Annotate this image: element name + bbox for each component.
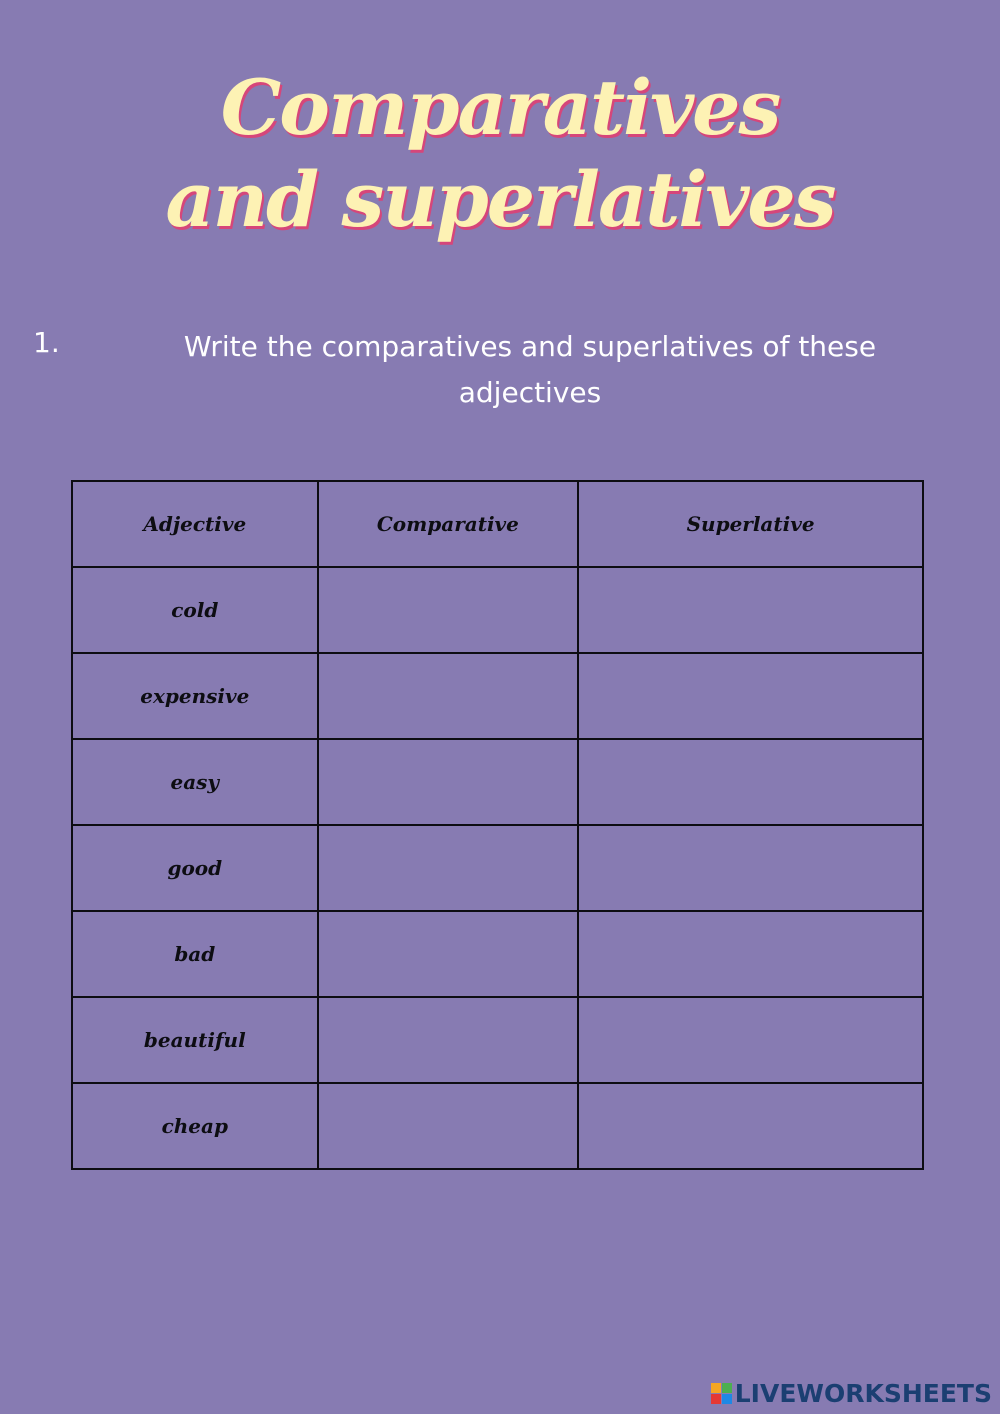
comparative-answer-cell[interactable] (318, 997, 579, 1083)
header-adjective: Adjective (72, 481, 318, 567)
comparative-answer-cell[interactable] (318, 567, 579, 653)
page-title-line-2: and superlatives (165, 155, 835, 244)
adjective-cell: good (72, 825, 318, 911)
table-header-row (72, 481, 923, 567)
logo-square-red (711, 1394, 721, 1404)
table-row (72, 739, 923, 825)
superlative-answer-cell[interactable] (578, 567, 923, 653)
header-superlative: Superlative (578, 481, 923, 567)
liveworksheets-logo (711, 1378, 992, 1408)
header-comparative: Comparative (318, 481, 579, 567)
instruction-number: 1. (33, 326, 60, 359)
comparative-answer-cell[interactable] (318, 911, 579, 997)
comparative-answer-cell[interactable] (318, 1083, 579, 1169)
adjective-cell: expensive (72, 653, 318, 739)
instruction-text: Write the comparatives and superlatives of these adjectives (183, 330, 877, 409)
page-title (0, 62, 1000, 246)
table-row (72, 567, 923, 653)
page-title-line-1: Comparatives (220, 63, 780, 152)
adjective-cell: cold (72, 567, 318, 653)
comparative-answer-cell[interactable] (318, 825, 579, 911)
table-row (72, 653, 923, 739)
adjective-cell: beautiful (72, 997, 318, 1083)
superlative-answer-cell[interactable] (578, 739, 923, 825)
adjective-cell: easy (72, 739, 318, 825)
superlative-answer-cell[interactable] (578, 1083, 923, 1169)
table-row (72, 825, 923, 911)
superlative-answer-cell[interactable] (578, 997, 923, 1083)
logo-square-orange (711, 1383, 721, 1393)
adjectives-table (71, 480, 924, 1170)
comparative-answer-cell[interactable] (318, 653, 579, 739)
comparative-answer-cell[interactable] (318, 739, 579, 825)
liveworksheets-logo-text: LIVEWORKSHEETS (734, 1378, 992, 1408)
logo-square-green (722, 1383, 732, 1393)
logo-square-blue (722, 1394, 732, 1404)
superlative-answer-cell[interactable] (578, 653, 923, 739)
adjective-cell: cheap (72, 1083, 318, 1169)
table-row (72, 911, 923, 997)
table-row (72, 1083, 923, 1169)
table-row (72, 997, 923, 1083)
adjective-cell: bad (72, 911, 318, 997)
superlative-answer-cell[interactable] (578, 825, 923, 911)
liveworksheets-logo-icon (711, 1383, 732, 1404)
superlative-answer-cell[interactable] (578, 911, 923, 997)
